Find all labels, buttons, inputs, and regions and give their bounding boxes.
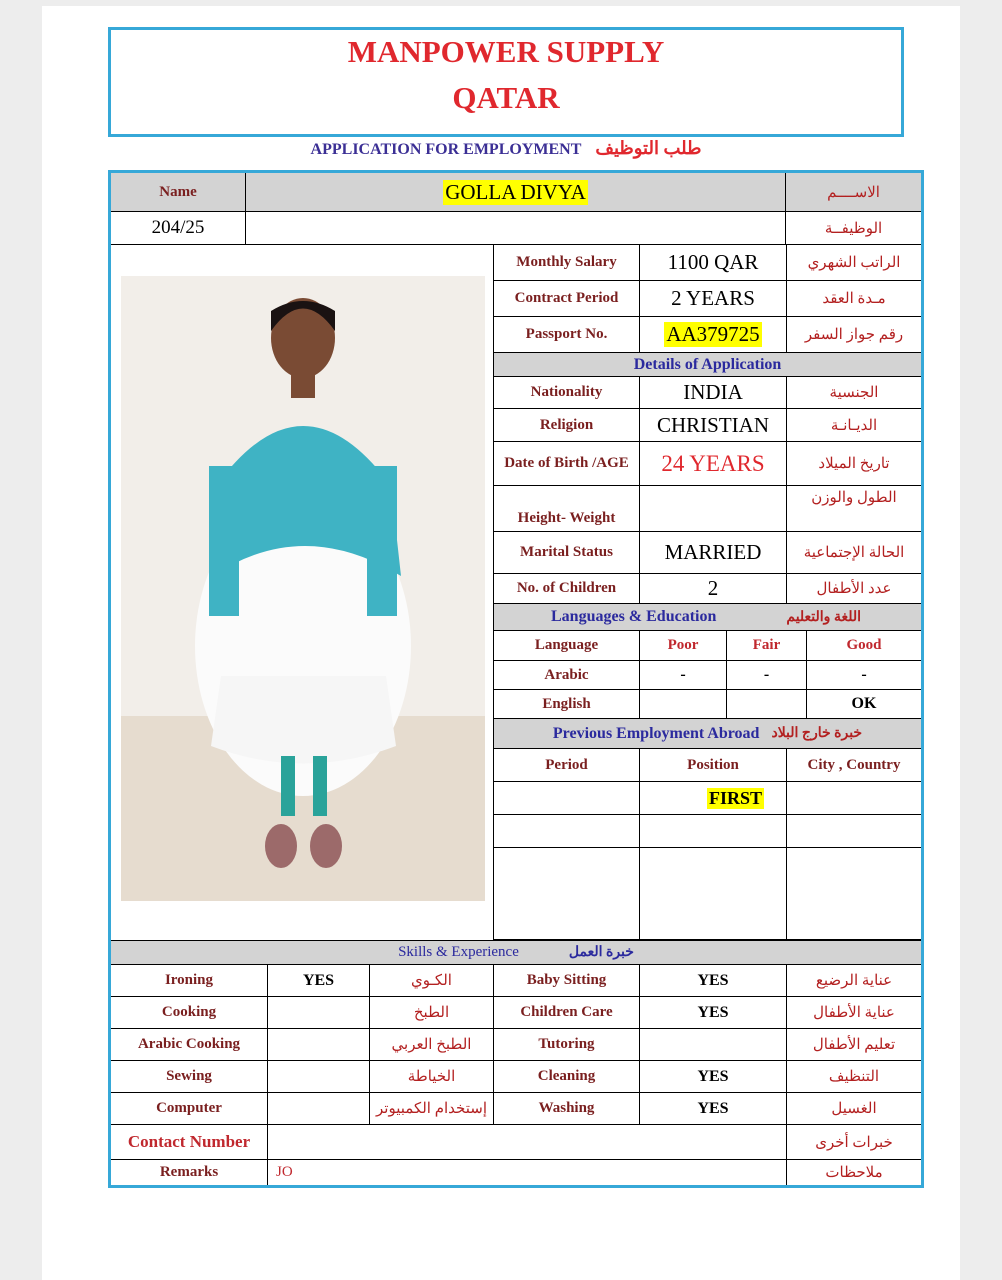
job-ar: الوظيفــة [786,212,921,245]
agency-country: QATAR [452,80,560,115]
skill-right-ar: عناية الأطفال [787,997,921,1029]
religion-ar: الديـانـة [787,409,921,442]
skill-left-label: Computer [111,1093,268,1125]
lang-col-language: Language [494,631,640,661]
passport-label: Passport No. [494,317,640,353]
marital-label: Marital Status [494,532,640,574]
skills-header [111,940,921,965]
lang-row-english: English [494,690,640,719]
languages-header-en: Languages & Education [551,608,717,625]
nationality-ar: الجنسية [787,377,921,409]
skill-right-value: YES [640,965,787,997]
employment-header-en: Previous Employment Abroad [552,724,760,742]
skill-right-ar: التنظيف [787,1061,921,1093]
skill-right-value: YES [640,997,787,1029]
name-label: Name [111,173,246,212]
skill-right-label: Baby Sitting [494,965,640,997]
skill-left-label: Ironing [111,965,268,997]
children-ar: عدد الأطفال [787,574,921,604]
emp-col-city: City , Country [787,749,921,782]
lang-english-poor [640,690,727,719]
skill-left-ar: الطبخ [370,997,494,1029]
lang-arabic-good: - [807,661,921,690]
height-weight-ar: الطول والوزن [787,486,921,532]
skill-right-value [640,1029,787,1061]
name-value: GOLLA DIVYA [445,179,586,204]
children-value: 2 [640,574,787,604]
religion-value: CHRISTIAN [640,409,787,442]
skill-right-value: YES [640,1061,787,1093]
children-label: No. of Children [494,574,640,604]
emp-row2-period [494,815,640,848]
lang-row-arabic: Arabic [494,661,640,690]
remarks-label: Remarks [111,1160,268,1185]
skills-header-en: Skills & Experience [398,944,519,960]
name-ar: الاســــم [786,173,921,212]
skill-right-ar: الغسيل [787,1093,921,1125]
skill-left-ar: الكـوي [370,965,494,997]
remarks-value: JO [268,1160,787,1185]
salary-label: Monthly Salary [494,245,640,281]
skill-left-label: Sewing [111,1061,268,1093]
emp-row2-position [640,815,787,848]
reference-number: 204/25 [111,212,246,245]
emp-col-position: Position [640,749,787,782]
contact-ar: خبرات أخرى [787,1125,921,1160]
emp-row2-city [787,815,921,848]
lang-col-poor: Poor [640,631,727,661]
contract-label: Contract Period [494,281,640,317]
skill-left-value [268,997,370,1029]
emp-col-period: Period [494,749,640,782]
passport-ar: رقم جواز السفر [787,317,921,353]
skill-right-label: Tutoring [494,1029,640,1061]
emp-row1-period [494,782,640,815]
lang-english-good: OK [807,690,921,719]
details-header: Details of Application [494,353,921,377]
candidate-photo [121,276,485,901]
marital-ar: الحالة الإجتماعية [787,532,921,574]
contact-label: Contact Number [111,1125,268,1160]
skill-left-value: YES [268,965,370,997]
skill-right-value: YES [640,1093,787,1125]
skill-right-ar: عناية الرضيع [787,965,921,997]
emp-row3-period [494,848,640,940]
dob-value: 24 YEARS [640,442,787,486]
application-form [108,170,924,1188]
skill-right-label: Washing [494,1093,640,1125]
header-box [108,27,904,137]
job-value [246,212,786,245]
skill-left-ar: إستخدام الكمبيوتر [370,1093,494,1125]
skill-right-label: Children Care [494,997,640,1029]
skill-left-ar: الخياطة [370,1061,494,1093]
form-subtitle [108,138,904,159]
contact-value [268,1125,787,1160]
skill-left-ar: الطبخ العربي [370,1029,494,1061]
subtitle-ar: طلب التوظيف [595,138,702,158]
emp-row1-position: FIRST [708,787,762,808]
dob-label: Date of Birth /AGE [494,442,640,486]
emp-row3-position [640,848,787,940]
emp-row1-city [787,782,921,815]
dob-ar: تاريخ الميلاد [787,442,921,486]
nationality-label: Nationality [494,377,640,409]
passport-value: AA379725 [666,322,760,346]
emp-row3-city [787,848,921,940]
height-weight-label: Height- Weight [494,486,640,532]
name-cell [246,173,786,212]
languages-header-ar: اللغة والتعليم [786,609,861,625]
contract-ar: مـدة العقد [787,281,921,317]
nationality-value: INDIA [640,377,787,409]
lang-col-fair: Fair [727,631,807,661]
languages-header [494,604,921,631]
lang-arabic-fair: - [727,661,807,690]
skill-left-value [268,1061,370,1093]
emp-row1-position-cell [640,782,787,815]
remarks-ar: ملاحظات [825,1165,883,1181]
contract-value: 2 YEARS [640,281,787,317]
subtitle-en: APPLICATION FOR EMPLOYMENT [310,141,582,158]
lang-english-fair [727,690,807,719]
employment-header-ar: خبرة خارج البلاد [771,726,863,741]
skill-right-ar: تعليم الأطفال [787,1029,921,1061]
salary-ar: الراتب الشهري [787,245,921,281]
agency-name: MANPOWER SUPPLY [347,34,665,69]
skill-left-value [268,1029,370,1061]
lang-arabic-poor: - [640,661,727,690]
religion-label: Religion [494,409,640,442]
marital-value: MARRIED [640,532,787,574]
height-weight-value [640,486,787,532]
skills-header-ar: خبرة العمل [568,945,634,960]
lang-col-good: Good [807,631,921,661]
skill-left-label: Cooking [111,997,268,1029]
employment-header [494,719,921,749]
skill-left-value [268,1093,370,1125]
salary-value: 1100 QAR [640,245,787,281]
skill-left-label: Arabic Cooking [111,1029,268,1061]
passport-cell [640,317,787,353]
skill-right-label: Cleaning [494,1061,640,1093]
